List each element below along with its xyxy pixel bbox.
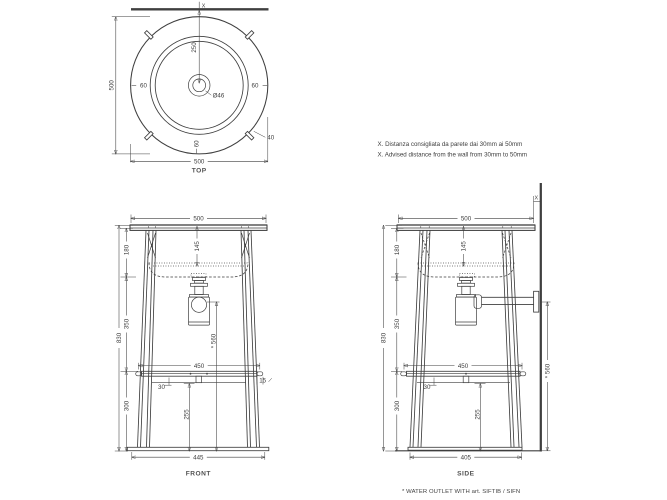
dim-label-side-500: 500 bbox=[460, 215, 472, 223]
dim-front-shelf-width bbox=[139, 362, 260, 370]
side-basin-hidden bbox=[418, 263, 514, 278]
top-view-label: TOP bbox=[191, 167, 207, 175]
dim-label-300-side: 300 bbox=[393, 400, 401, 412]
dim-label-830-side: 830 bbox=[380, 332, 388, 344]
dim-rim-left bbox=[132, 82, 148, 89]
side-countertop bbox=[397, 225, 535, 230]
dim-label-500-bottom: 500 bbox=[194, 158, 205, 166]
front-base-bar bbox=[127, 447, 268, 450]
side-view bbox=[380, 183, 552, 478]
trap-nut-circle bbox=[191, 297, 206, 312]
dim-drain bbox=[206, 91, 225, 100]
side-view-label: SIDE bbox=[457, 470, 475, 478]
front-basin-hidden bbox=[149, 263, 248, 278]
dim-tab-length bbox=[254, 131, 275, 141]
front-trap bbox=[189, 278, 210, 326]
side-shelf bbox=[401, 371, 526, 382]
front-countertop bbox=[130, 225, 267, 230]
note-english: X. Advised distance from the wall from 30mm to 50mm bbox=[377, 151, 528, 159]
dim-front-shelf-offset bbox=[257, 377, 272, 385]
dim-rim-bottom bbox=[194, 140, 201, 153]
dim-label-350-front: 350 bbox=[123, 318, 131, 330]
dim-label-450-side: 450 bbox=[457, 362, 469, 370]
dim-label-30-front: 30 bbox=[158, 384, 165, 392]
dim-label-250: 250 bbox=[191, 42, 198, 53]
dim-label-x: X bbox=[201, 3, 206, 10]
dim-label-445-front: 445 bbox=[193, 454, 204, 462]
dim-front-basin-depth bbox=[193, 227, 201, 267]
dim-label-560-front: * 560 bbox=[210, 333, 218, 349]
top-view bbox=[109, 2, 275, 175]
dim-side-basin-depth bbox=[460, 227, 468, 267]
side-base-bar bbox=[408, 447, 522, 450]
dim-label-255-side: 255 bbox=[474, 409, 482, 420]
dim-label-145-side: 145 bbox=[460, 241, 468, 252]
dim-label-300-front: 300 bbox=[123, 400, 131, 412]
dim-label-830-front: 830 bbox=[116, 332, 123, 344]
dim-front-base-width bbox=[132, 452, 265, 462]
dim-label-450-front: 450 bbox=[193, 362, 205, 370]
dim-label-350-side: 350 bbox=[393, 318, 401, 330]
dim-side-top-width bbox=[399, 215, 534, 224]
dim-label-40: 40 bbox=[267, 134, 275, 142]
dim-label-15-front: 15 bbox=[259, 377, 267, 385]
side-left-dims bbox=[380, 225, 407, 451]
dim-side-base-width bbox=[410, 453, 522, 462]
dim-label-front-500: 500 bbox=[193, 215, 204, 223]
front-view bbox=[115, 215, 272, 478]
dim-label-60-bottom: 60 bbox=[193, 140, 201, 148]
dim-label-drain: Ø46 bbox=[212, 92, 225, 100]
dim-side-outlet-height bbox=[542, 302, 551, 451]
dim-label-30-side: 30 bbox=[423, 384, 431, 392]
dim-label-60-right: 60 bbox=[251, 82, 259, 90]
front-view-label: FRONT bbox=[185, 470, 211, 478]
dim-side-shelf-drop bbox=[424, 378, 437, 392]
dim-center-from-wall bbox=[191, 11, 199, 84]
dim-side-rail-floor bbox=[474, 384, 485, 451]
note-italian: X. Distanza consigliata da parete dai 30mm ai 50mm bbox=[377, 141, 523, 149]
dim-front-rail-floor bbox=[183, 384, 194, 451]
notes bbox=[378, 141, 528, 158]
front-legs bbox=[138, 230, 260, 447]
dim-label-x-side: X bbox=[534, 195, 539, 202]
dim-rim-right bbox=[252, 82, 268, 89]
dim-label-405-side: 405 bbox=[460, 454, 471, 462]
dim-front-shelf-drop bbox=[158, 378, 171, 392]
dim-label-255-front: 255 bbox=[183, 409, 191, 420]
dim-label-560-side: * 560 bbox=[544, 363, 552, 379]
dim-side-wall-offset bbox=[534, 196, 541, 224]
wall-flange bbox=[534, 291, 539, 312]
dim-label-180-side: 180 bbox=[393, 244, 401, 256]
dim-front-top-width bbox=[131, 215, 266, 224]
front-shelf bbox=[136, 371, 263, 382]
dim-label-60-left: 60 bbox=[140, 82, 147, 90]
dim-label-180-front: 180 bbox=[123, 244, 131, 256]
dim-label-145-front: 145 bbox=[194, 241, 201, 252]
dim-label-500-left: 500 bbox=[108, 80, 116, 91]
front-left-dims bbox=[115, 225, 138, 451]
side-trap bbox=[456, 278, 539, 326]
footer-note: * WATER OUTLET WITH art. SIFTIB / SIFN bbox=[402, 489, 521, 495]
